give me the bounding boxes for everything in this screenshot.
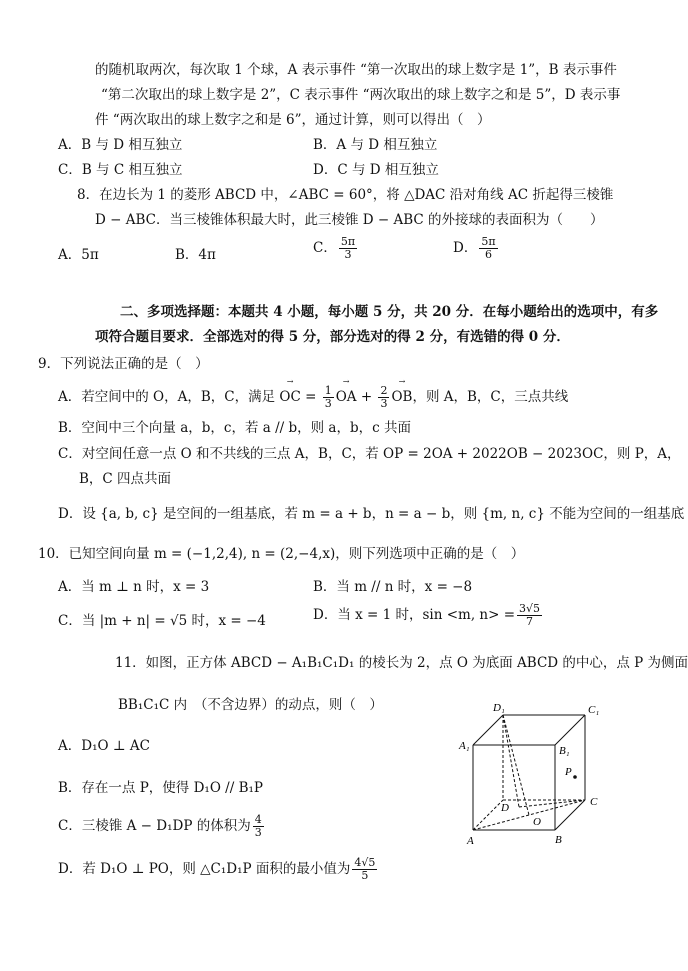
vector-oc: → OC — [279, 388, 300, 406]
q7-option-c: C．B 与 C 相互独立 — [58, 162, 183, 178]
label-d1: D₁ — [493, 702, 505, 714]
q7-line2: “第二次取出的球上数字是 2”，C 表示事件 “两次取出的球上数字之和是 5”，D 表示事 — [101, 87, 621, 103]
q8-option-b: B．4π — [175, 247, 216, 263]
q10-stem: 10．已知空间向量 m = (−1,2,4), n = (2,−4,x)，则下列选项中正确的是（ ） — [38, 546, 525, 562]
q9-fraction2-num: 2 — [380, 384, 388, 397]
q10-option-d-fraction — [517, 603, 542, 628]
q9-option-a-eq: = — [300, 389, 321, 405]
q8-option-c-den: 3 — [344, 248, 352, 261]
q10-option-b: B．当 m // n 时，x = −8 — [313, 579, 473, 595]
label-o: O — [533, 816, 541, 828]
q11-line1: 11．如图，正方体 ABCD − A₁B₁C₁D₁ 的棱长为 2，点 O 为底面 ABCD 的中心，点 P 为侧面 — [115, 655, 688, 671]
section2-line2: 项符合题目要求．全部选对的得 5 分，部分选对的得 2 分，有选错的得 0 分． — [95, 329, 570, 345]
q11-option-d-fraction — [352, 857, 377, 882]
q10-option-d-pre: D．当 x = 1 时，sin <m, n> = — [313, 607, 516, 623]
label-p: P — [565, 766, 572, 778]
q11-option-d — [58, 857, 379, 882]
q8-option-c-label: C． — [313, 240, 337, 256]
vector-oa: → OA — [336, 388, 357, 406]
q11-option-c-fraction — [253, 814, 264, 839]
q9-option-a — [58, 385, 568, 410]
segment-d1-inner — [503, 715, 519, 807]
q8-option-a: A．5π — [58, 247, 99, 263]
q7-option-b: B．A 与 D 相互独立 — [313, 137, 438, 153]
label-a1: A₁ — [459, 740, 470, 752]
label-c: C — [590, 796, 598, 808]
q11-option-b: B．存在一点 P，使得 D₁O // B₁P — [58, 780, 263, 796]
q11-option-c-num: 4 — [254, 813, 262, 826]
q11-option-d-num: 4√5 — [354, 856, 376, 869]
label-b: B — [555, 834, 562, 846]
q8-line1: 8．在边长为 1 的菱形 ABCD 中，∠ABC = 60°，将 △DAC 沿对角线 AC 折起得三棱锥 — [77, 187, 614, 203]
q9-stem: 9．下列说法正确的是（ ） — [38, 356, 209, 372]
label-a: A — [467, 835, 474, 847]
q11-option-c — [58, 814, 266, 839]
q8-option-c-fraction — [339, 236, 357, 261]
q11-line2: BB₁C₁C 内 （不含边界）的动点，则（ ） — [118, 697, 383, 713]
label-c1: C₁ — [588, 704, 600, 716]
segment-inner-c — [519, 800, 585, 807]
q9-option-d: D．设 {a, b, c} 是空间的一组基底，若 m = a + b，n = a − b，则 {m, n, c} 不能为空间的一组基底 — [58, 506, 685, 522]
q9-option-a-post: ，则 A，B，C，三点共线 — [412, 389, 569, 405]
q9-fraction1-num: 1 — [324, 384, 332, 397]
q10-option-d-den: 7 — [526, 615, 534, 628]
q11-option-d-den: 5 — [361, 869, 369, 882]
point-p-dot — [573, 775, 577, 779]
q8-option-d-fraction — [479, 236, 497, 261]
q10-option-d-num: 3√5 — [519, 602, 541, 615]
q11-option-a: A．D₁O ⊥ AC — [58, 738, 150, 754]
q11-option-d-pre: D．若 D₁O ⊥ PO，则 △C₁D₁P 面积的最小值为 — [58, 861, 351, 877]
q10-option-c: C．当 |m + n| = √5 时，x = −4 — [58, 613, 266, 629]
q9-option-a-fraction2 — [378, 385, 389, 410]
q9-option-a-pre: A．若空间中的 O，A，B，C，满足 — [58, 389, 276, 405]
q9-option-c-line2: B，C 四点共面 — [79, 471, 172, 487]
label-d: D — [501, 802, 509, 814]
q11-option-c-pre: C．三棱锥 A − D₁DP 的体积为 — [58, 818, 251, 834]
label-b1: B₁ — [559, 745, 570, 757]
q9-option-a-fraction1 — [323, 385, 334, 410]
q7-line1: 的随机取两次，每次取 1 个球，A 表示事件 “第一次取出的球上数字是 1”，B 表示事件 — [95, 62, 617, 78]
q8-line2: D − ABC．当三棱锥体积最大时，此三棱锥 D − ABC 的外接球的表面积为（ ） — [95, 212, 604, 228]
q8-option-d-label: D． — [453, 240, 478, 256]
q7-line3: 件 “两次取出的球上数字之和是 6”，通过计算，则可以得出（ ） — [95, 112, 491, 128]
q10-option-a: A．当 m ⊥ n 时，x = 3 — [58, 579, 210, 595]
q9-fraction1-den: 3 — [324, 397, 332, 410]
q8-option-d-den: 6 — [484, 248, 492, 261]
q11-option-c-den: 3 — [254, 826, 262, 839]
vector-ob: → OB — [391, 388, 412, 406]
edge-b1c1 — [555, 715, 585, 745]
q8-option-d-num: 5π — [481, 235, 496, 248]
edge-a1d1 — [473, 715, 503, 745]
cube-figure — [455, 697, 615, 857]
q8-option-c-num: 5π — [340, 235, 356, 248]
q10-option-d — [313, 603, 544, 628]
q8-option-c — [313, 236, 359, 261]
q9-option-c-line1: C．对空间任意一点 O 和不共线的三点 A，B，C，若 OP = 2OA + 2022OB − 2023OC，则 P，A， — [58, 446, 681, 462]
q7-option-a: A．B 与 D 相互独立 — [58, 137, 183, 153]
q8-option-d — [453, 236, 500, 261]
section2-line1: 二、多项选择题：本题共 4 小题，每小题 5 分，共 20 分．在每小题给出的选项中，有多 — [120, 304, 659, 320]
q9-option-b: B．空间中三个向量 a，b，c，若 a // b，则 a，b，c 共面 — [58, 420, 411, 436]
q9-fraction2-den: 3 — [380, 397, 388, 410]
q9-option-a-plus: + — [356, 389, 377, 405]
q7-option-d: D．C 与 D 相互独立 — [313, 162, 439, 178]
